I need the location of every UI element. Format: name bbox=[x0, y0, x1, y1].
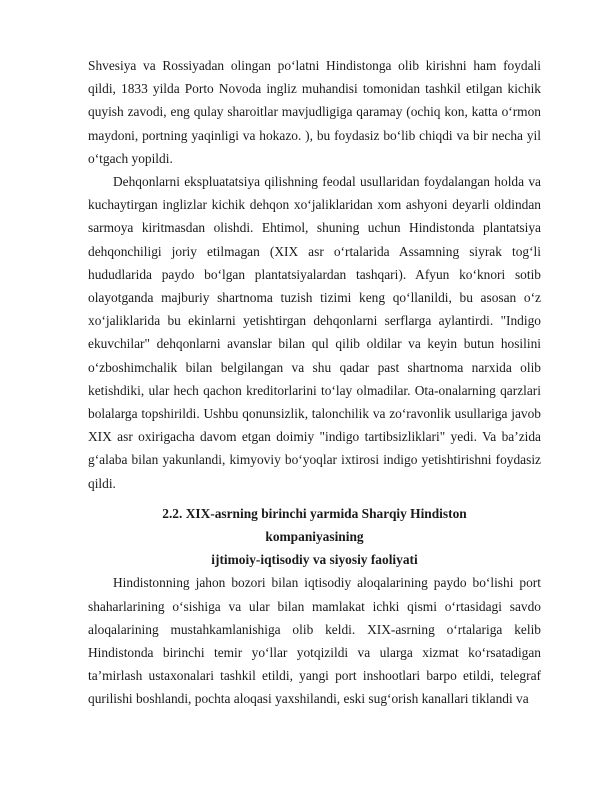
section-heading-line-1: 2.2. XIX-asrning birinchi yarmida Sharqiy Hindiston kompaniyasining bbox=[162, 505, 467, 545]
paragraph-2: Dehqonlarni ekspluatatsiya qilishning feodal usullaridan foydalangan holda va kuchaytirgan inglizlar kichik dehqon xo‘jaliklaridan xom ashyoni deyarli oldindan sarmoya kiritmasdan olishdi. Ehtimol, shuning uchun Hindistonda plantatsiya dehqonchiligi joriy etilmagan (XIX asr o‘rtalarida Assamning siyrak tog‘li hududlarida paydo bo‘lgan plantatsiyalardan tashqari). Afyun ko‘knori sotib olayotganda majburiy shartnoma tuzish tizimi keng qo‘llanildi, bu asosan o‘z xo‘jaliklarida bu ekinlarni yetishtirgan dehqonlarni serflarga aylantirdi. "Indigo ekuvchilar" dehqonlarni avanslar bilan qul qilib oldilar va keyin butun hosilini o‘zboshimchalik bilan belgilangan va shu qadar past shartnoma narxida olib ketishdiki, ular hech qachon kreditorlarini to‘lay olmadilar. Ota-onalarning qarzlari bolalarga topshirildi. Ushbu qonunsizlik, talonchilik va zo‘ravonlik usullariga javob XIX asr oxirigacha davom etgan doimiy "indigo tartibsizliklari" yedi. Va ba’zida g‘alaba bilan yakunlandi, kimyoviy bo‘yoqlar ixtirosi indigo yetishtirishni foydasiz qildi. bbox=[88, 174, 541, 491]
section-heading bbox=[88, 502, 541, 572]
paragraph-3: Hindistonning jahon bozori bilan iqtisodiy aloqalarining paydo bo‘lishi port shaharlarining o‘sishiga va ular bilan mamlakat ichki qismi o‘rtasidagi savdo aloqalarining mustahkamlanishiga olib keldi. XIX-asrning o‘rtalariga kelib Hindistonda birinchi temir yo‘llar yotqizildi va ularga xizmat ko‘rsatadigan ta’mirlash ustaxonalari tashkil etildi, yangi port inshootlari barpo etildi, telegraf qurilishi boshlandi, pochta aloqasi yaxshilandi, eski sug‘orish kanallari tiklandi va bbox=[88, 575, 541, 707]
section-heading-line-2: ijtimoiy-iqtisodiy va siyosiy faoliyati bbox=[211, 552, 418, 568]
paragraph-1: Shvesiya va Rossiyadan olingan po‘latni Hindistonga olib kirishni ham foydali qildi, 1833 yilda Porto Novoda ingliz muhandisi tomonidan tashkil etilgan kichik quyish zavodi, eng qulay sharoitlar mavjudligiga qaramay (ochiq kon, katta o‘rmon maydoni, portning yaqinligi va hokazo. ), bu foydasiz bo‘lib chiqdi va bir necha yil o‘tgach yopildi. bbox=[88, 58, 541, 166]
document-page bbox=[88, 54, 541, 711]
